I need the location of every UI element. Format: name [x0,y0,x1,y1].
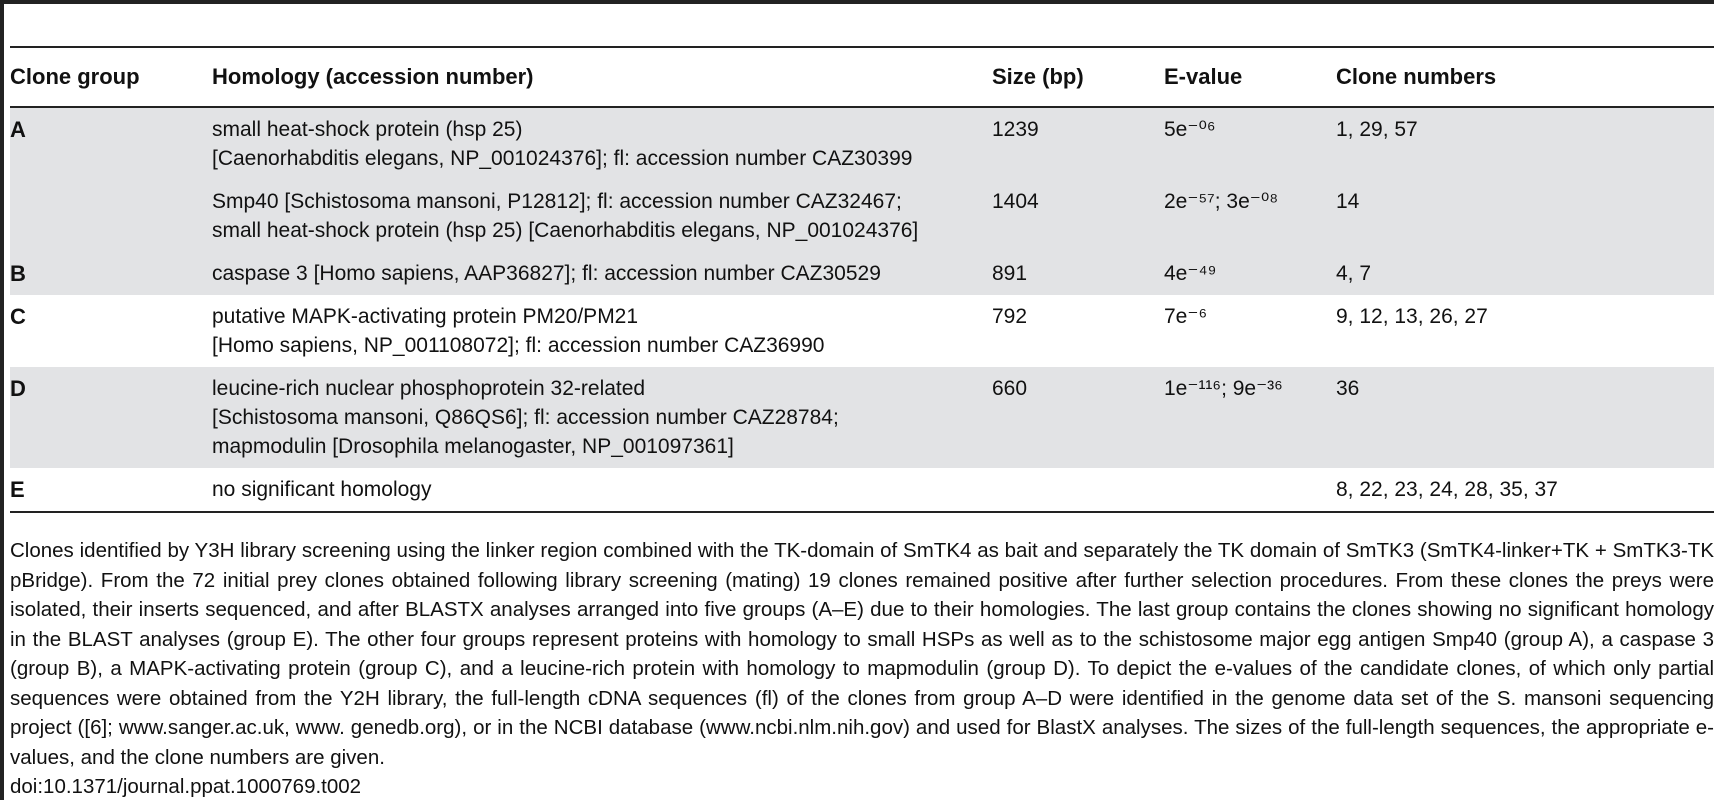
homology-line: small heat-shock protein (hsp 25) [Caenorhabditis elegans, NP_001024376] [212,219,919,242]
header-clone-group: Clone group [10,64,140,89]
cell-clone-numbers: 4, 7 [1336,252,1714,295]
header-homology: Homology (accession number) [212,64,534,89]
cell-evalue: 7e⁻⁶ [1164,305,1208,328]
clone-table-container [10,46,1714,513]
cell-homology [212,252,992,295]
doi-link[interactable]: doi:10.1371/journal.ppat.1000769.t002 [10,775,362,798]
cell-group [10,180,212,252]
cell-size: 1404 [992,180,1164,252]
homology-line: putative MAPK-activating protein PM20/PM21 [212,305,639,328]
cell-evalue: 5e⁻⁰⁶ [1164,107,1336,180]
cell-size [992,468,1164,512]
homology-line: [Schistosoma mansoni, Q86QS6]; fl: accession number CAZ28784; [212,406,839,429]
homology-line: [Homo sapiens, NP_001108072]; fl: accession number CAZ36990 [212,334,825,357]
homology-line: caspase 3 [Homo sapiens, AAP36827]; fl: accession number CAZ30529 [212,262,881,285]
table-row [10,107,1714,180]
table-caption [10,536,1714,802]
cell-evalue: 4e⁻⁴⁹ [1164,252,1336,295]
cell-group: D [10,367,212,468]
top-border-rule [4,0,1714,4]
table-row [10,180,1714,252]
cell-size: 660 [992,367,1164,468]
cell-group: A [10,107,212,180]
header-row [10,47,1714,107]
header-evalue: E-value [1164,64,1243,89]
cell-clone-numbers: 9, 12, 13, 26, 27 [1336,305,1488,328]
cell-evalue: 1e⁻¹¹⁶; 9e⁻³⁶ [1164,367,1336,468]
cell-homology [212,180,992,252]
cell-homology [212,295,992,367]
clone-table [10,46,1714,513]
cell-evalue [1164,468,1336,512]
homology-line: leucine-rich nuclear phosphoprotein 32-related [212,377,646,400]
cell-size: 891 [992,252,1164,295]
cell-size: 792 [992,305,1028,328]
cell-clone-numbers: 8, 22, 23, 24, 28, 35, 37 [1336,478,1558,501]
homology-line: no significant homology [212,478,432,501]
table-body [10,107,1714,512]
cell-clone-numbers: 1, 29, 57 [1336,107,1714,180]
header-size: Size (bp) [992,64,1084,89]
table-header [10,47,1714,107]
cell-evalue: 2e⁻⁵⁷; 3e⁻⁰⁸ [1164,180,1336,252]
homology-line: [Caenorhabditis elegans, NP_001024376]; fl: accession number CAZ30399 [212,147,913,170]
table-row [10,468,1714,512]
cell-homology [212,107,992,180]
cell-homology [212,367,992,468]
cell-group: B [10,252,212,295]
cell-homology [212,468,992,512]
homology-line: Smp40 [Schistosoma mansoni, P12812]; fl: accession number CAZ32467; [212,190,902,213]
table-row [10,252,1714,295]
caption-text: Clones identified by Y3H library screening using the linker region combined with the TK-domain of SmTK4 as bait and separately the TK domain of SmTK3 (SmTK4-linker+TK + SmTK3-TK pBridge). From the 72 initial prey clones obtained following library screening (mating) 19 clones remained positive after further selection procedures. From these clones the preys were isolated, their inserts sequenced, and after BLASTX analyses arranged into five groups (A–E) due to their homologies. The last group contains the clones showing no significant homology in the BLAST analyses (group E). The other four groups represent proteins with homology to small HSPs as well as to the schistosome major egg antigen Smp40 (group A), a caspase 3 (group B), a MAPK-activating protein (group C), and a leucine-rich protein with homology to mapmodulin (group D). To depict the e-values of the candidate clones, of which only partial sequences were obtained from the Y2H library, the full-length cDNA sequences (fl) of the clones from group A–D were identified in the genome data set of the S. mansoni sequencing project ([6]; www.sanger.ac.uk, www. genedb.org), or in the NCBI database (www.ncbi.nlm.nih.gov) and used for BlastX analyses. The sizes of the full-length sequences, the appropriate e-values, and the clone numbers are given. [10,539,1714,769]
homology-line: small heat-shock protein (hsp 25) [212,118,523,141]
homology-line: mapmodulin [Drosophila melanogaster, NP_001097361] [212,435,734,458]
cell-size: 1239 [992,107,1164,180]
cell-clone-numbers: 36 [1336,367,1714,468]
cell-group: E [10,477,25,502]
left-border-rule [0,0,4,800]
cell-group: C [10,304,26,329]
table-row [10,295,1714,367]
table-row [10,367,1714,468]
cell-clone-numbers: 14 [1336,180,1714,252]
header-clone-numbers: Clone numbers [1336,64,1497,89]
